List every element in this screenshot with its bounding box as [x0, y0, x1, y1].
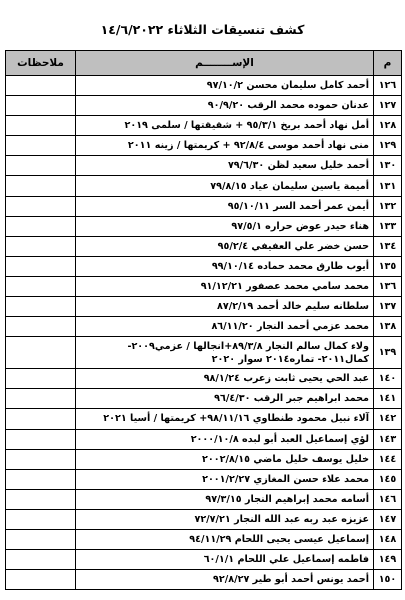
row-notes — [6, 509, 76, 529]
table-row — [6, 389, 402, 409]
row-number: ١٥٠ — [374, 570, 402, 590]
row-number: ١٢٨ — [374, 116, 402, 136]
row-notes — [6, 529, 76, 549]
row-number: ١٤٦ — [374, 489, 402, 509]
row-notes — [6, 570, 76, 590]
row-number: ١٤٢ — [374, 409, 402, 429]
row-name: حسن خضر علي العفيفي ٩٥/٢/٤ — [76, 236, 374, 256]
row-number: ١٢٩ — [374, 136, 402, 156]
row-number: ١٣٣ — [374, 216, 402, 236]
table-row — [6, 216, 402, 236]
row-number: ١٤٨ — [374, 529, 402, 549]
row-notes — [6, 256, 76, 276]
row-notes — [6, 96, 76, 116]
row-number: ١٤٠ — [374, 369, 402, 389]
table-row — [6, 96, 402, 116]
row-number: ١٤٤ — [374, 449, 402, 469]
row-name: فاطمه إسماعيل علي اللحام ٦٠/١/١ — [76, 550, 374, 570]
table-row — [6, 550, 402, 570]
table-row — [6, 116, 402, 136]
table-row — [6, 236, 402, 256]
row-notes — [6, 116, 76, 136]
row-number: ١٢٧ — [374, 96, 402, 116]
row-notes — [6, 429, 76, 449]
table-body — [6, 76, 402, 590]
row-number: ١٣٤ — [374, 236, 402, 256]
table-row — [6, 409, 402, 429]
row-name: سلطانه سليم خالد أحمد ٨٧/٢/١٩ — [76, 297, 374, 317]
row-notes — [6, 156, 76, 176]
row-number: ١٣٥ — [374, 256, 402, 276]
row-name: محمد علاء حسن المغازي ٢٠٠١/٢/٢٧ — [76, 469, 374, 489]
table-row — [6, 136, 402, 156]
table-row — [6, 76, 402, 96]
row-notes — [6, 337, 76, 369]
table-header-row — [6, 51, 402, 76]
table-row — [6, 297, 402, 317]
row-notes — [6, 276, 76, 296]
row-name: محمد عزمي أحمد النجار ٨٦/١١/٢٠ — [76, 317, 374, 337]
row-notes — [6, 196, 76, 216]
row-number: ١٣١ — [374, 176, 402, 196]
table-row — [6, 256, 402, 276]
table-row — [6, 337, 402, 369]
row-notes — [6, 136, 76, 156]
row-number: ١٣٢ — [374, 196, 402, 216]
table-row — [6, 369, 402, 389]
row-name: إسماعيل عيسى يحيى اللحام ٩٤/١١/٢٩ — [76, 529, 374, 549]
row-notes — [6, 489, 76, 509]
row-number: ١٤٧ — [374, 509, 402, 529]
table-row — [6, 509, 402, 529]
row-number: ١٤٣ — [374, 429, 402, 449]
row-name: عدنان حموده محمد الرقب ٩٠/٩/٢٠ — [76, 96, 374, 116]
row-number: ١٤٥ — [374, 469, 402, 489]
row-number: ١٣٠ — [374, 156, 402, 176]
row-name: هناء حيدر عوض حراره ٩٧/٥/١ — [76, 216, 374, 236]
row-number: ١٣٩ — [374, 337, 402, 369]
row-notes — [6, 409, 76, 429]
row-name: خليل يوسف خليل ماضي ٢٠٠٢/٨/١٥ — [76, 449, 374, 469]
row-name: أحمد كامل سليمان محسن ٩٧/١٠/٢ — [76, 76, 374, 96]
table-row — [6, 196, 402, 216]
row-notes — [6, 317, 76, 337]
row-number: ١٣٦ — [374, 276, 402, 296]
row-name: أميمة ياسين سليمان عياد ٧٩/٨/١٥ — [76, 176, 374, 196]
row-name: أمل نهاد أحمد بريخ ٩٥/٣/١ + شقيقتها / سلمى ٢٠١٩ — [76, 116, 374, 136]
row-number: ١٣٧ — [374, 297, 402, 317]
row-number: ١٤١ — [374, 389, 402, 409]
row-notes — [6, 550, 76, 570]
row-number: ١٤٩ — [374, 550, 402, 570]
table-row — [6, 276, 402, 296]
table-row — [6, 449, 402, 469]
row-name: محمد سامي محمد عصفور ٩١/١٢/٢١ — [76, 276, 374, 296]
table-row — [6, 317, 402, 337]
table-row — [6, 156, 402, 176]
row-notes — [6, 297, 76, 317]
table-row — [6, 570, 402, 590]
row-name: محمد ابراهيم جبر الرقب ٩٦/٤/٣٠ — [76, 389, 374, 409]
row-name: منى نهاد أحمد موسى ٩٢/٨/٤ + كريمتها / زينه ٢٠١١ — [76, 136, 374, 156]
row-notes — [6, 469, 76, 489]
document-title: كشف تنسيقات الثلاثاء ١٤/٦/٢٠٢٢ — [100, 22, 305, 37]
row-name: آلاء نبيل محمود طنطاوي ٩٨/١١/١٦+ كريمتها / أسيا ٢٠٢١ — [76, 409, 374, 429]
header-notes: ملاحظات — [6, 51, 76, 76]
table-row — [6, 176, 402, 196]
row-notes — [6, 369, 76, 389]
row-notes — [6, 176, 76, 196]
row-name: أيوب طارق محمد حماده ٩٩/١٠/١٤ — [76, 256, 374, 276]
table-row — [6, 489, 402, 509]
row-name: لؤي إسماعيل العبد أبو لبده ٢٠٠٠/١٠/٨ — [76, 429, 374, 449]
row-name: أحمد يونس أحمد أبو طير ٩٢/٨/٢٧ — [76, 570, 374, 590]
row-notes — [6, 389, 76, 409]
row-notes — [6, 449, 76, 469]
table-row — [6, 469, 402, 489]
table-row — [6, 429, 402, 449]
row-name: أيمن عمر أحمد السر ٩٥/١٠/١١ — [76, 196, 374, 216]
coordination-table — [5, 50, 402, 590]
row-name: عزيزه عبد ربه عبد الله النجار ٧٢/٧/٢١ — [76, 509, 374, 529]
header-name: الإســــــــم — [76, 51, 374, 76]
row-notes — [6, 216, 76, 236]
header-number: م — [374, 51, 402, 76]
row-number: ١٢٦ — [374, 76, 402, 96]
table-row — [6, 529, 402, 549]
row-name: عبد الحي يحيى ثابت زعرب ٩٨/١/٢٤ — [76, 369, 374, 389]
row-notes — [6, 236, 76, 256]
row-number: ١٣٨ — [374, 317, 402, 337]
row-notes — [6, 76, 76, 96]
row-name: ولاء كمال سالم النجار ٨٩/٣/٨+انجالها / عزمي٢٠٠٩- كمال٢٠١١- تماره٢٠١٤ سوار ٢٠٢٠ — [76, 337, 374, 369]
row-name: أسامه محمد إبراهيم النجار ٩٧/٣/١٥ — [76, 489, 374, 509]
row-name: أحمد خليل سعيد لظن ٧٩/٦/٣٠ — [76, 156, 374, 176]
